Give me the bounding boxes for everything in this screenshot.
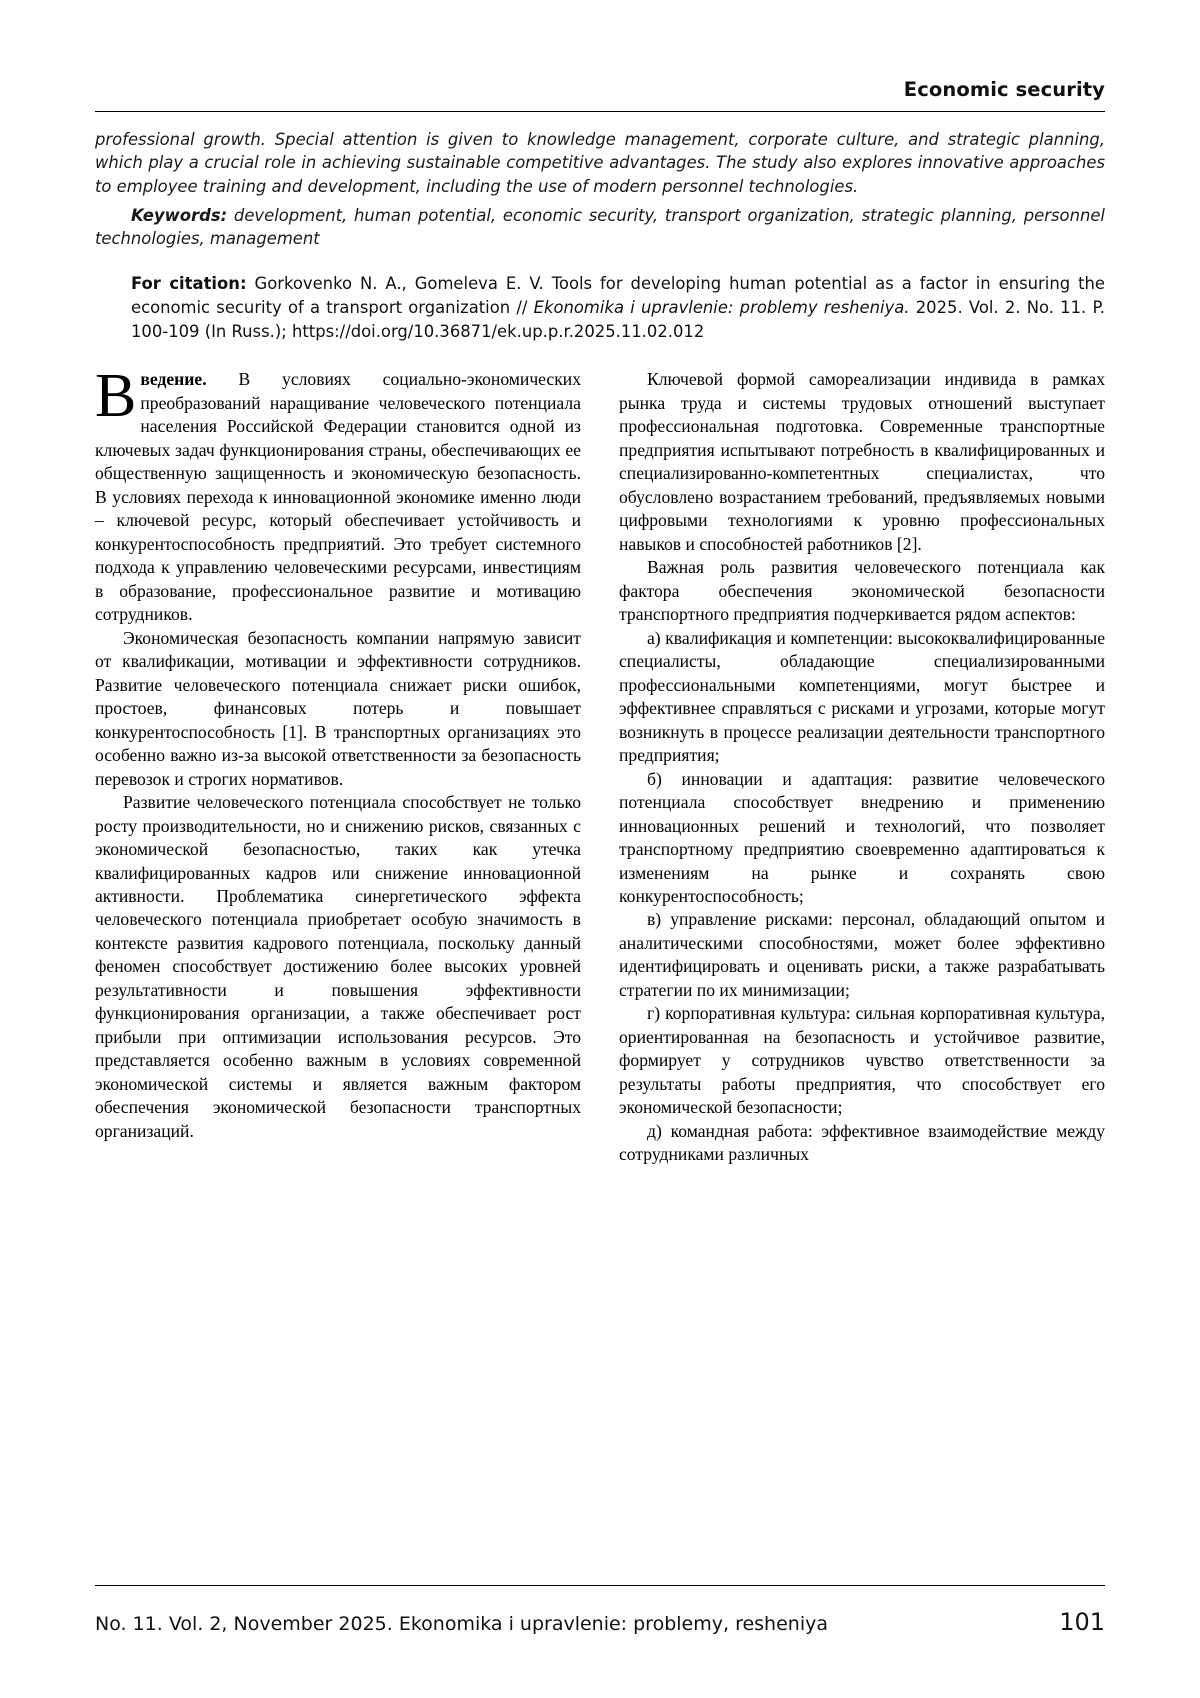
left-paragraph-2: Экономическая безопасность компании напрямую зависит от квалификации, мотивации и эффективности сотрудников. Развитие человеческого потенциала снижает риски ошибок, простоев, финансовых потерь и повышает конкурентоспособность [1]. В транспортных организациях это особенно важно из-за высокой ответственности за безопасность перевозок и строгих нормативов. bbox=[95, 627, 581, 789]
header-divider bbox=[95, 111, 1105, 112]
citation-label: For citation: bbox=[131, 274, 247, 294]
footer-issue-line: No. 11. Vol. 2, November 2025. Ekonomika i upravlenie: problemy, resheniya bbox=[95, 1613, 828, 1635]
right-paragraph-item-g: г) корпоративная культура: сильная корпоративная культура, ориентированная на безопасность и устойчивое развитие, формирует у сотрудников чувство ответственности за результаты работы предприятия, что способствует его экономической безопасности; bbox=[619, 1003, 1105, 1118]
right-paragraph-item-a: а) квалификация и компетенции: высококвалифицированные специалисты, обладающие специализированными профессиональными компетенциями, могут быстрее и эффективнее справляться с рисками и угрозами, которые могут возникнуть в процессе реализации деятельности транспортного предприятия; bbox=[619, 627, 1105, 766]
citation-tail: 2025. Vol. 2. No. 11. P. 100-109 (In Russ.); https://doi.org/10.36871/ek.up.p.r.2025.11.02.012 bbox=[131, 298, 1105, 342]
right-paragraph-item-b: б) инновации и адаптация: развитие человеческого потенциала способствует внедрению и применению инновационных решений и технологий, что позволяет транспортному предприятию своевременно адаптироваться к изменениям на рынке и сохранять свою конкурентоспособность; bbox=[619, 768, 1105, 906]
citation-authors-title: Gorkovenko N. A., Gomeleva E. V. Tools for developing human potential as a factor in ensuring the economic security of a transport organization // bbox=[131, 274, 1105, 318]
page-number: 101 bbox=[1059, 1608, 1105, 1636]
citation-journal: Ekonomika i upravlenie: problemy resheniya. bbox=[533, 298, 910, 318]
right-paragraph-item-d: д) командная работа: эффективное взаимодействие между сотрудниками различных bbox=[619, 1120, 1105, 1165]
left-column bbox=[95, 362, 581, 1166]
right-paragraph-1: Ключевой формой самореализации индивида в рамках рынка труда и системы трудовых отношений выступает профессиональная подготовка. Современные транспортные предприятия испытывают потребность в квалифицированных и специализированно-компетентных специалистах, что обусловлено возрастанием требований, предъявляемых новыми цифровыми технологиями к уровню профессиональных навыков и способностей работников [2]. bbox=[619, 369, 1105, 554]
page-footer bbox=[95, 1608, 1105, 1636]
intro-paragraph-text: В условиях социально-экономических преобразований наращивание человеческого потенциала населения Российской Федерации становится одной из ключевых задач функционирования страны, обеспечивающих ее общественную защищенность и экономическую безопасность. В условиях перехода к инновационной экономике именно люди – ключевой ресурс, который обеспечивает устойчивость и конкурентоспособность предприятий. Это требует системного подхода к управлению человеческими ресурсами, инвестициям в образование, профессиональное развитие и мотивацию сотрудников. bbox=[95, 369, 581, 625]
drop-cap: В bbox=[95, 362, 137, 431]
left-paragraph-3: Развитие человеческого потенциала способствует не только росту производительности, но и снижению рисков, связанных с экономической безопасностью, таких как утечка квалифицированных кадров или снижение инновационной активности. Проблематика синергетического эффекта человеческого потенциала приобретает особую значимость в контексте развития кадрового потенциала, поскольку данный феномен способствует достижению более высоких уровней результативности и повышения эффективности функционирования организации, а также обеспечивает рост прибыли при оптимизации использования ресурсов. Это представляется особенно важным в условиях современной экономической системы и является важным фактором обеспечения экономической безопасности транспортных организаций. bbox=[95, 792, 581, 1141]
body-columns bbox=[95, 362, 1105, 1166]
keywords-text: development, human potential, economic security, transport organization, strategic planning, personnel technologies, management bbox=[95, 205, 1105, 249]
right-paragraph-item-v: в) управление рисками: персонал, обладающий опытом и аналитическими способностями, может более эффективно идентифицировать и оценивать риски, а также разрабатывать стратегии по их минимизации; bbox=[619, 909, 1105, 1000]
abstract-continuation: professional growth. Special attention is given to knowledge management, corporate culture, and strategic planning, which play a crucial role in achieving sustainable competitive advantages. The study also explores innovative approaches to employee training and development, including the use of modern personnel technologies. bbox=[95, 130, 1105, 196]
right-column bbox=[619, 368, 1105, 1166]
keywords-label: Keywords: bbox=[131, 205, 228, 225]
keywords-block bbox=[95, 204, 1105, 251]
footer-divider bbox=[95, 1585, 1105, 1586]
intro-paragraph bbox=[95, 362, 581, 626]
citation-block bbox=[131, 272, 1105, 344]
intro-lead-word: ведение. bbox=[140, 369, 207, 390]
running-head: Economic security bbox=[903, 78, 1105, 101]
right-paragraph-2: Важная роль развития человеческого потенциала как фактора обеспечения экономической безопасности транспортного предприятия подчеркивается рядом аспектов: bbox=[619, 557, 1105, 625]
